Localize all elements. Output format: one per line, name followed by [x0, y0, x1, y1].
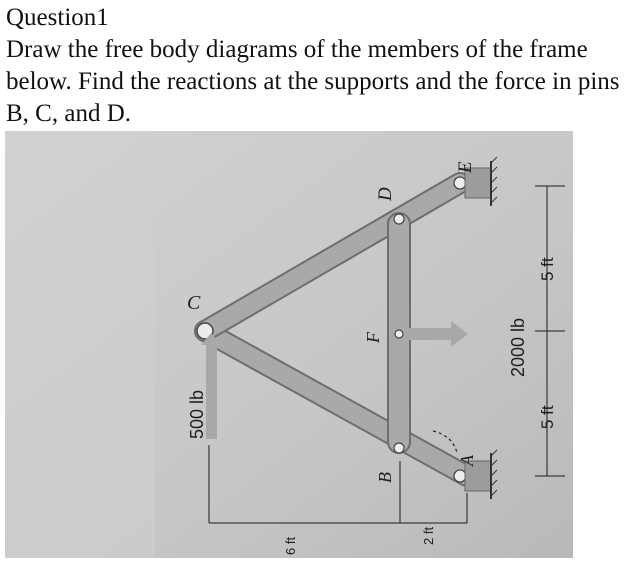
frame-diagram: [5, 131, 573, 558]
pin-d: [394, 214, 404, 224]
question-prompt: Draw the free body diagrams of the members of the frame below. Find the reactions at the supports and the force in pins B, C, and D.: [6, 36, 620, 127]
pin-a: [454, 470, 466, 482]
label-a: A: [457, 455, 477, 466]
label-b: B: [375, 472, 395, 483]
pin-f: [395, 330, 403, 338]
left-page-shade: [5, 131, 155, 558]
dim-label-left: 5 ft: [538, 405, 557, 429]
pin-b: [394, 443, 404, 453]
question-title: Question1: [6, 4, 109, 31]
pin-e: [454, 177, 466, 189]
dim-label-vertical-small: 2 ft: [421, 526, 436, 545]
label-d: D: [375, 187, 396, 201]
frame-figure: [5, 131, 573, 558]
dim-label-vertical-main: 6 ft: [283, 536, 298, 555]
load-label-c: 500 lb: [187, 389, 207, 439]
load-label-f: 2000 lb: [508, 317, 528, 377]
label-c: C: [187, 292, 201, 314]
label-e: E: [455, 161, 476, 173]
dim-label-right: 5 ft: [538, 257, 557, 281]
question-heading: [6, 2, 626, 130]
label-f: F: [363, 332, 383, 343]
